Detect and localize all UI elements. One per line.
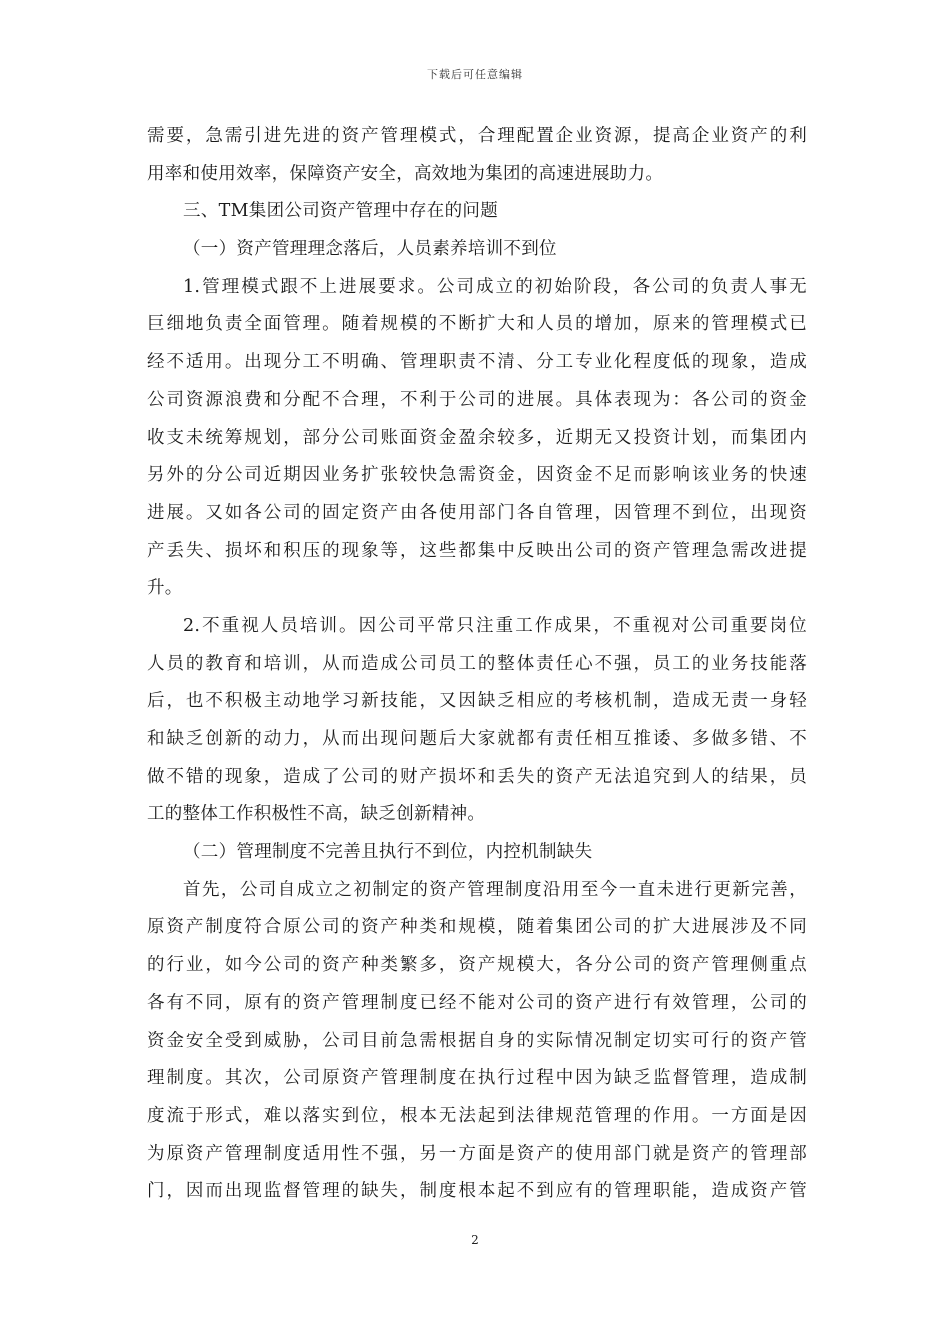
text-line: 人员的教育和培训，从而造成公司员工的整体责任心不强，员工的业务技能落 xyxy=(147,653,807,674)
text-line: 资金安全受到威胁，公司目前急需根据自身的实际情况制定切实可行的资产管 xyxy=(147,1030,807,1051)
text-line: 工的整体工作积极性不高，缺乏创新精神。 xyxy=(147,804,486,825)
text-line: 进展。又如各公司的固定资产由各使用部门各自管理，因管理不到位，出现资 xyxy=(147,502,807,523)
document-body xyxy=(147,118,807,1211)
text-line: 做不错的现象，造成了公司的财产损坏和丢失的资产无法追究到人的结果，员 xyxy=(147,766,807,787)
page-header: 下载后可任意编辑 xyxy=(427,68,523,81)
text-line: 公司资源浪费和分配不合理，不利于公司的进展。具体表现为：各公司的资金 xyxy=(147,389,807,410)
text-line: 1.管理模式跟不上进展要求。公司成立的初始阶段，各公司的负责人事无 xyxy=(183,276,807,297)
text-line: 首先，公司自成立之初制定的资产管理制度沿用至今一直未进行更新完善， xyxy=(183,879,807,900)
text-line: （一）资产管理理念落后，人员素养培训不到位 xyxy=(183,239,557,260)
text-line: 用率和使用效率，保障资产安全，高效地为集团的高速进展助力。 xyxy=(147,163,664,184)
text-line: 巨细地负责全面管理。随着规模的不断扩大和人员的增加，原来的管理模式已 xyxy=(147,314,807,335)
text-line: 2.不重视人员培训。因公司平常只注重工作成果，不重视对公司重要岗位 xyxy=(183,615,807,636)
page-number: 2 xyxy=(471,1233,479,1247)
text-line: 门，因而出现监督管理的缺失，制度根本起不到应有的管理职能，造成资产管 xyxy=(147,1181,807,1202)
text-line: 收支未统筹规划，部分公司账面资金盈余较多，近期无又投资计划，而集团内 xyxy=(147,427,807,448)
text-line: （二）管理制度不完善且执行不到位，内控机制缺失 xyxy=(183,842,593,863)
text-line: 理制度。其次，公司原资产管理制度在执行过程中因为缺乏监督管理，造成制 xyxy=(147,1068,807,1089)
text-line: 和缺乏创新的动力，从而出现问题后大家就都有责任相互推诿、多做多错、不 xyxy=(147,729,807,749)
text-line: 的行业，如今公司的资产种类繁多，资产规模大，各分公司的资产管理侧重点 xyxy=(147,955,807,976)
text-line: 产丢失、损坏和积压的现象等，这些都集中反映出公司的资产管理急需改进提 xyxy=(147,540,807,561)
text-line: 原资产制度符合原公司的资产种类和规模，随着集团公司的扩大进展涉及不同 xyxy=(147,917,807,938)
text-line: 经不适用。出现分工不明确、管理职责不清、分工专业化程度低的现象，造成 xyxy=(147,352,807,373)
text-line: 升。 xyxy=(147,578,183,599)
text-line: 各有不同，原有的资产管理制度已经不能对公司的资产进行有效管理，公司的 xyxy=(147,992,807,1013)
text-line: 需要，急需引进先进的资产管理模式，合理配置企业资源，提高企业资产的利 xyxy=(147,126,807,146)
text-line: 为原资产管理制度适用性不强，另一方面是资产的使用部门就是资产的管理部 xyxy=(147,1143,807,1164)
text-line: 另外的分公司近期因业务扩张较快急需资金，因资金不足而影响该业务的快速 xyxy=(147,465,807,486)
text-line: 后，也不积极主动地学习新技能，又因缺乏相应的考核机制，造成无责一身轻 xyxy=(147,691,807,712)
text-line: 度流于形式，难以落实到位，根本无法起到法律规范管理的作用。一方面是因 xyxy=(147,1105,807,1126)
text-line: 三、TM集团公司资产管理中存在的问题 xyxy=(183,201,498,222)
